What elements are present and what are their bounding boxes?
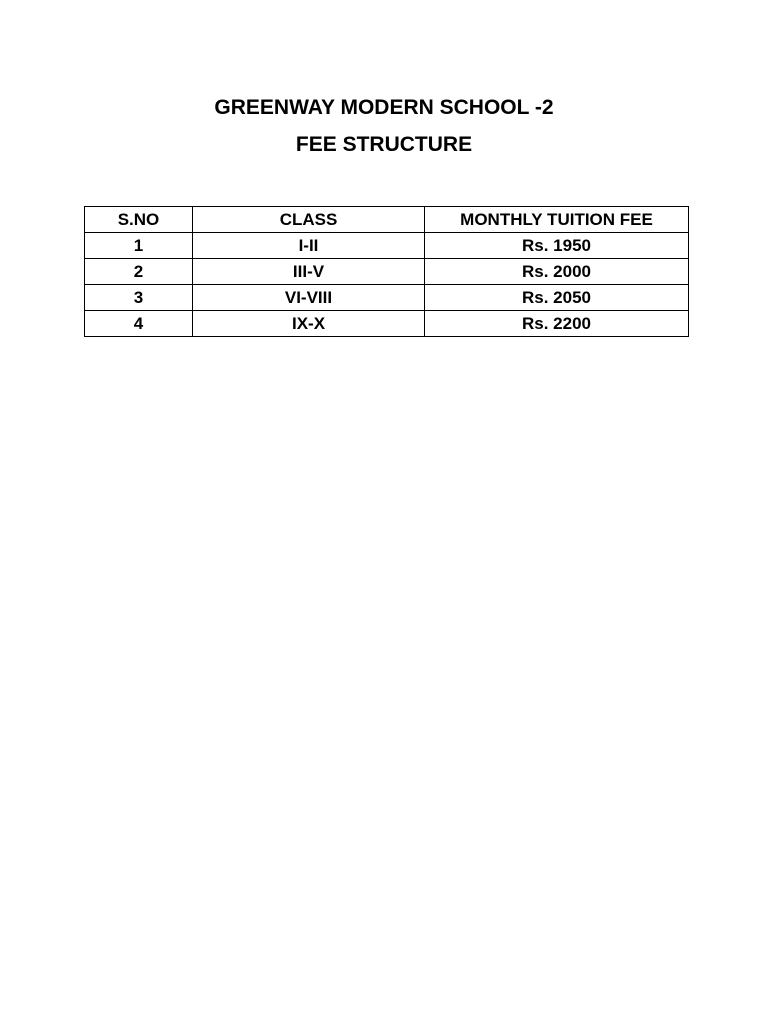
- cell-fee: Rs. 1950: [425, 233, 689, 259]
- cell-class: III-V: [193, 259, 425, 285]
- cell-class: I-II: [193, 233, 425, 259]
- cell-fee: Rs. 2050: [425, 285, 689, 311]
- table-row: [85, 311, 689, 337]
- cell-sno: 2: [85, 259, 193, 285]
- page-title: GREENWAY MODERN SCHOOL -2: [214, 96, 554, 119]
- cell-fee: Rs. 2000: [425, 259, 689, 285]
- cell-class: VI-VIII: [193, 285, 425, 311]
- table-row: [85, 233, 689, 259]
- column-header-sno: S.NO: [85, 207, 193, 233]
- table-row: [85, 259, 689, 285]
- table-header-row: [85, 207, 689, 233]
- table-row: [85, 285, 689, 311]
- column-header-monthly-tuition-fee: MONTHLY TUITION FEE: [425, 207, 689, 233]
- cell-sno: 1: [85, 233, 193, 259]
- page-subtitle: FEE STRUCTURE: [295, 133, 473, 156]
- fee-structure-table: [84, 206, 689, 337]
- cell-sno: 3: [85, 285, 193, 311]
- cell-sno: 4: [85, 311, 193, 337]
- cell-class: IX-X: [193, 311, 425, 337]
- column-header-class: CLASS: [193, 207, 425, 233]
- cell-fee: Rs. 2200: [425, 311, 689, 337]
